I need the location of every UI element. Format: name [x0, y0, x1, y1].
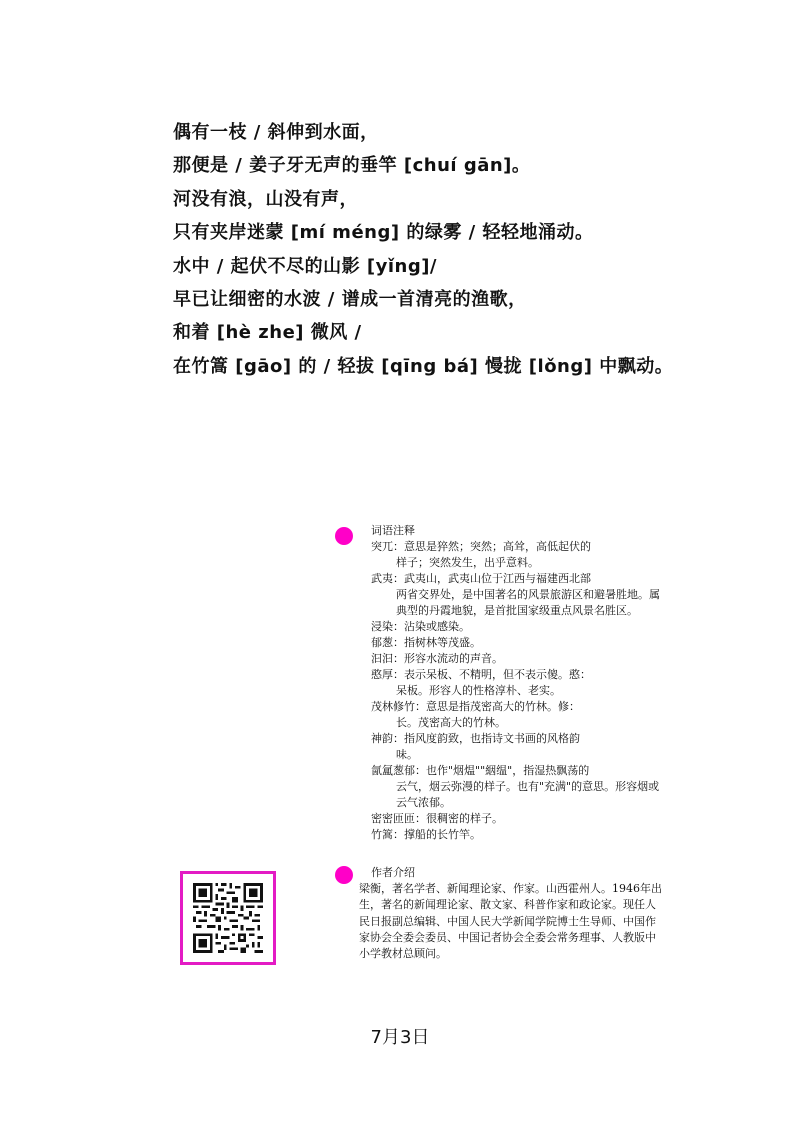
glossary-entry: [371, 539, 661, 571]
poem-line: 在竹篙 [gāo] 的 / 轻拔 [qīng bá] 慢拢 [lǒng] 中飘动。: [173, 355, 674, 377]
glossary-entry: [371, 635, 661, 651]
glossary-entry-text: 武夷：武夷山，武夷山位于江西与福建西北部: [371, 572, 591, 585]
author-title: 作者介绍: [371, 866, 415, 879]
author-section: [359, 865, 664, 962]
page-date: 7月3日: [370, 1027, 430, 1048]
poem-line: 和着 [hè zhe] 微风 /: [173, 322, 362, 344]
glossary-entry-continuation: 云气，烟云弥漫的样子。也有"充满"的意思。形容烟或云气浓郁。: [396, 780, 660, 809]
glossary-entry-continuation: 呆板。形容人的性格淳朴、老实。: [396, 684, 561, 697]
glossary-entry: [371, 619, 661, 635]
glossary-entry: [371, 731, 661, 763]
glossary-entry: [371, 571, 661, 619]
author-bullet-icon: [335, 866, 353, 884]
poem-line: 只有夹岸迷蒙 [mí méng] 的绿雾 / 轻轻地涌动。: [173, 222, 594, 244]
glossary-entry-text: 浸染：沾染或感染。: [371, 620, 470, 633]
glossary-entry-continuation: 两省交界处，是中国著名的风景旅游区和避暑胜地。属典型的丹霞地貌，是首批国家级重点风景名胜区。: [396, 588, 660, 617]
glossary-entry: [371, 651, 661, 667]
glossary-entry: [371, 811, 661, 827]
glossary-section: [371, 523, 661, 843]
glossary-entry: [371, 699, 661, 731]
glossary-entry-text: 憨厚：表示呆板、不精明，但不表示傻。憨：: [371, 668, 591, 681]
glossary-entry-text: 突兀：意思是猝然；突然；高耸，高低起伏的: [371, 540, 591, 553]
glossary-entry-text: 竹篙：撑船的长竹竿。: [371, 828, 481, 841]
qr-code[interactable]: [180, 871, 276, 965]
poem-text: [173, 116, 773, 383]
glossary-entry-text: 密密匝匝：很稠密的样子。: [371, 812, 503, 825]
poem-line: 早已让细密的水波 / 谱成一首清亮的渔歌，: [173, 288, 527, 310]
glossary-entry: [371, 763, 661, 811]
poem-line: 那便是 / 姜子牙无声的垂竿 [chuí gān]。: [173, 155, 531, 177]
glossary-entry-text: 郁葱：指树林等茂盛。: [371, 636, 481, 649]
poem-line: 河没有浪，山没有声，: [173, 188, 358, 210]
glossary-entry: [371, 827, 661, 843]
glossary-entry-continuation: 样子；突然发生，出乎意料。: [396, 556, 539, 569]
glossary-entry: [371, 667, 661, 699]
glossary-entry-continuation: 味。: [396, 748, 418, 761]
poem-line: 水中 / 起伏不尽的山影 [yǐng]/: [173, 255, 438, 277]
poem-line: 偶有一枝 / 斜伸到水面，: [173, 122, 379, 143]
author-bio: 梁衡，著名学者、新闻理论家、作家。山西霍州人。1946年出生，著名的新闻理论家、散文家、科普作家和政论家。现任人民日报副总编辑、中国人民大学新闻学院博士生导师、中国作家协会全委会委员、中国记者协会全委会常务理事、人教版中小学教材总顾问。: [359, 882, 662, 961]
glossary-entry-text: 神韵：指风度韵致，也指诗文书画的风格韵: [371, 732, 580, 745]
glossary-title: 词语注释: [371, 524, 415, 537]
glossary-entry-text: 汩汩：形容水流动的声音。: [371, 652, 503, 665]
glossary-entry-text: 茂林修竹：意思是指茂密高大的竹林。修：: [371, 700, 580, 713]
glossary-bullet-icon: [335, 527, 353, 545]
glossary-entry-text: 氤氲葱郁：也作"烟煴""絪缊"，指湿热飘荡的: [371, 764, 590, 777]
glossary-entry-continuation: 长。茂密高大的竹林。: [396, 716, 506, 729]
qr-code-icon: [192, 883, 264, 953]
